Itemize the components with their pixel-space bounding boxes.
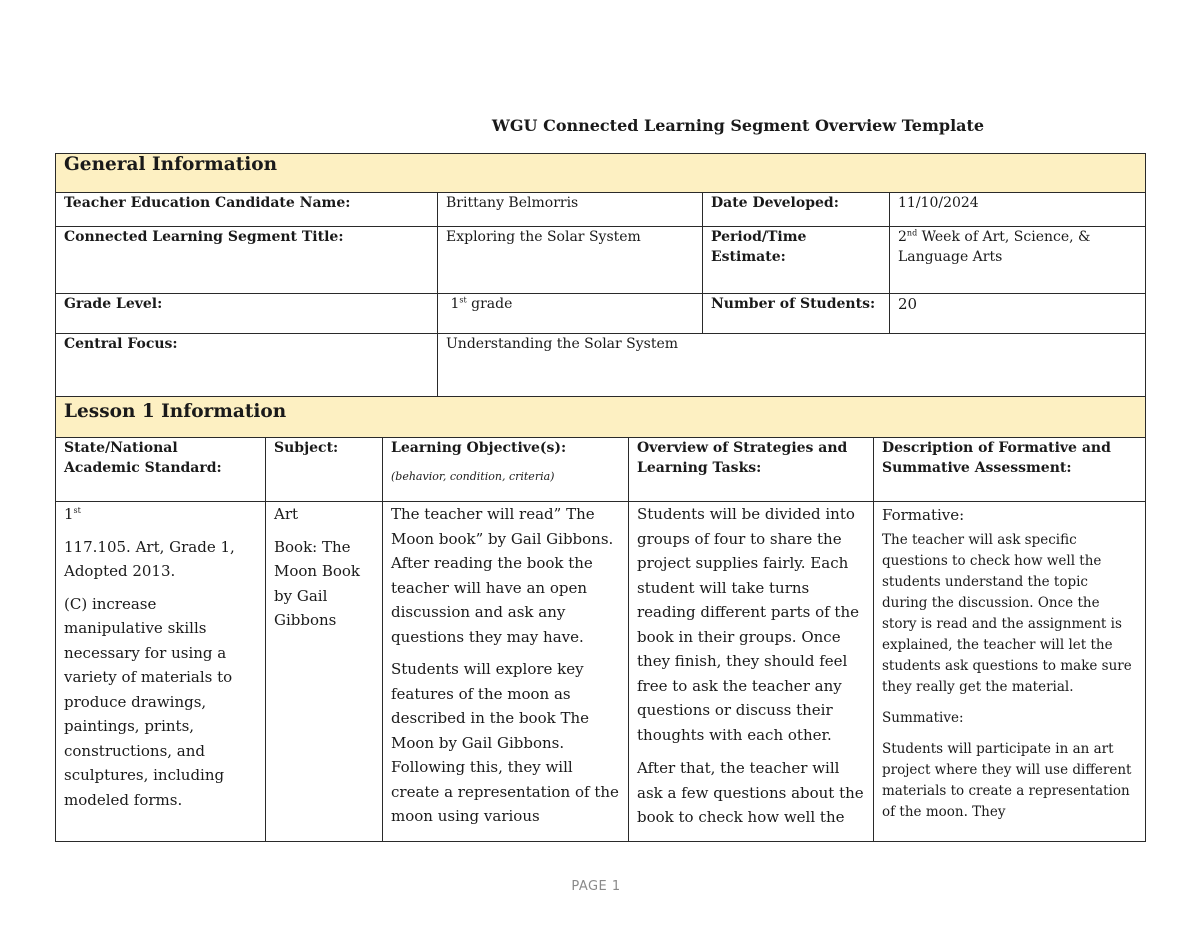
grade-row [56,294,1146,334]
strategies-paragraph-1: Students will be divided into groups of four to share the project supplies fairly. Each student will take turns reading different parts of the book in their groups. Once they finish, they should feel free to ask the teacher any questions or discuss their thoughts with each other. [637,505,859,744]
lesson-1-heading: Lesson 1 Information [56,397,1146,438]
assessment-cell [874,502,1146,842]
candidate-row [56,193,1146,227]
strategies-paragraph-2: After that, the teacher will ask a few questions about the book to check how well the [637,759,864,826]
document-title: WGU Connected Learning Segment Overview Template [491,116,985,135]
objective-paragraph-2: Students will explore key features of the moon as described in the book The Moon by Gail Gibbons. Following this, they will create a representation of the moon using various [391,660,619,825]
subject-cell [266,502,383,842]
standard-cell [56,502,266,842]
lesson-1-content-row [56,502,1146,842]
central-focus-label: Central Focus: [56,334,438,398]
assessment-header: Description of Formative and Summative Assessment: [874,438,1146,502]
period-estimate-value [890,227,1146,294]
period-estimate-label: Period/Time Estimate: [703,227,890,294]
number-of-students-value: 20 [890,294,1146,334]
standard-grade [64,502,257,527]
lesson-1-column-headers [56,438,1146,502]
standard-header: State/National Academic Standard: [56,438,266,502]
formative-label: Formative: [882,506,965,524]
general-information-heading: General Information [56,154,1146,193]
standard-code: 117.105. Art, Grade 1, Adopted 2013. [64,537,235,580]
segment-row [56,227,1146,294]
segment-title-label: Connected Learning Segment Title: [56,227,438,294]
date-developed-label: Date Developed: [703,193,890,227]
subject-header: Subject: [266,438,383,502]
objective-cell [383,502,629,842]
standard-text: (C) increase manipulative skills necessary for using a variety of materials to produce drawings, paintings, prints, constructions, and sculptures, including modeled forms. [64,594,233,809]
subject-name: Art [274,505,299,523]
objective-header-text: Learning Objective(s): [391,440,567,456]
objective-header [383,438,629,502]
period-ordinal: nd [906,228,918,238]
summative-label: Summative: [882,710,964,726]
grade-number: 1 [450,296,460,312]
central-focus-value: Understanding the Solar System [438,334,1146,398]
number-of-students-label: Number of Students: [703,294,890,334]
standard-grade-number: 1 [64,505,74,523]
grade-ordinal: st [459,295,467,305]
grade-level-label: Grade Level: [56,294,438,334]
candidate-name-value: Brittany Belmorris [438,193,703,227]
grade-level-value [438,294,703,334]
segment-title-value: Exploring the Solar System [438,227,703,294]
summative-text: Students will participate in an art project where they will use different materials to create a representation of the moon. They [882,741,1132,820]
period-text: Week of Art, Science, & Language Arts [898,229,1091,265]
lesson-1-header [56,397,1146,438]
date-developed-value: 11/10/2024 [890,193,1146,227]
general-information-header [56,154,1146,193]
objective-header-note: (behavior, condition, criteria) [391,470,555,483]
period-number: 2 [898,229,907,245]
formative-text: The teacher will ask specific questions to check how well the students understand the topic during the discussion. Once the story is read and the assignment is explained, the teacher will let the students ask questions to make sure they really get the material. [882,532,1132,695]
page-number: PAGE 1 [571,879,621,894]
standard-grade-ordinal: st [73,506,81,515]
focus-row [56,334,1146,398]
subject-book: Book: The Moon Book by Gail Gibbons [274,537,361,629]
candidate-name-label: Teacher Education Candidate Name: [56,193,438,227]
strategies-cell [629,502,874,842]
strategies-header: Overview of Strategies and Learning Tasks: [629,438,874,502]
grade-text: grade [466,296,513,312]
lesson-1-table [55,396,1146,842]
general-information-table [55,153,1146,398]
objective-paragraph-1: The teacher will read” The Moon book” by Gail Gibbons. After reading the book the teacher will have an open discussion and ask any questions they may have. [391,505,614,646]
